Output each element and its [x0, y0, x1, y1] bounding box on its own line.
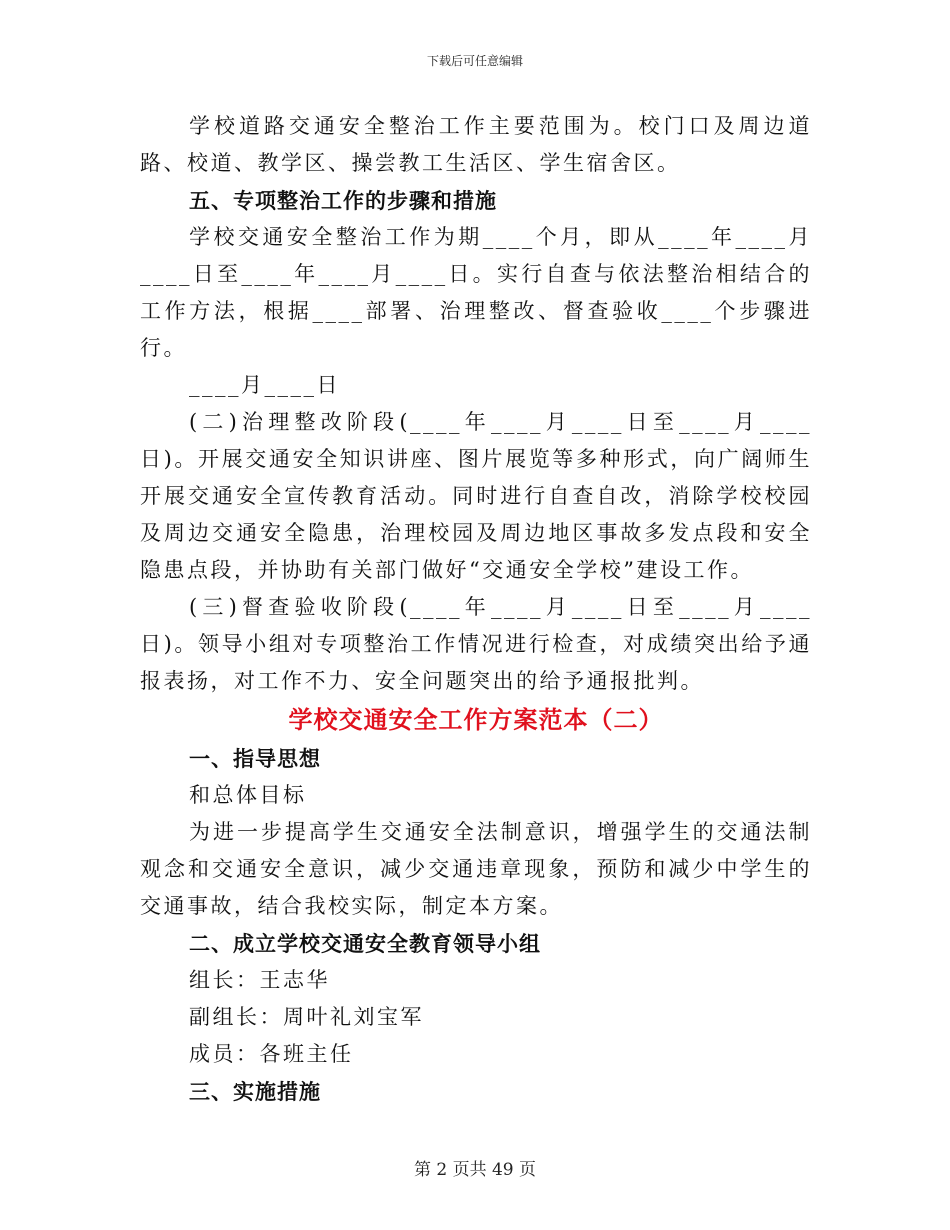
section-heading-leadership-group: 二、成立学校交通安全教育领导小组: [189, 931, 541, 956]
inspection-stage-paragraph: (三)督查验收阶段(____年____月____日至____月____日)。领导小组对专项整治工作情况进行检查，对成绩突出给予通报表扬，对工作不力、安全问题突出的给予通报批判。: [140, 595, 812, 693]
page-footer: 第 2 页共 49 页: [413, 1160, 537, 1180]
scope-paragraph: 学校道路交通安全整治工作主要范围为。校门口及周边道路、校道、教学区、操尝教工生活区、学生宿舍区。: [140, 114, 812, 175]
vice-leader-line: 副组长：周叶礼刘宝军: [189, 1005, 424, 1029]
section-heading-measures: 三、实施措施: [189, 1079, 321, 1104]
group-leader-line: 组长：王志华: [189, 968, 330, 992]
document-title: 学校交通安全工作方案范本（二）: [288, 705, 664, 734]
members-line: 成员：各班主任: [189, 1042, 354, 1066]
document-body: [140, 108, 812, 1110]
overall-goal-line: 和总体目标: [189, 783, 307, 807]
page-header: 下载后可任意编辑: [426, 54, 523, 68]
schedule-paragraph: 学校交通安全整治工作为期____个月，即从____年____月____日至____年____月____日。实行自查与依法整治相结合的工作方法，根据____部署、治理整改、督查验收____个步骤进行。: [140, 225, 812, 360]
section-heading-five: 五、专项整治工作的步骤和措施: [189, 188, 497, 213]
rectification-stage-paragraph: (二)治理整改阶段(____年____月____日至____月____日)。开展交通安全知识讲座、图片展览等多种形式，向广阔师生开展交通安全宣传教育活动。同时进行自查自改，消除学校校园及周边交通安全隐患，治理校园及周边地区事故多发点段和安全隐患点段，并协助有关部门做好“交通安全学校”建设工作。: [140, 410, 812, 582]
purpose-paragraph: 为进一步提高学生交通安全法制意识，增强学生的交通法制观念和交通安全意识，减少交通违章现象，预防和减少中学生的交通事故，结合我校实际，制定本方案。: [140, 820, 812, 918]
section-heading-guiding-idea: 一、指导思想: [189, 746, 321, 771]
date-line: ____月____日: [189, 373, 340, 397]
